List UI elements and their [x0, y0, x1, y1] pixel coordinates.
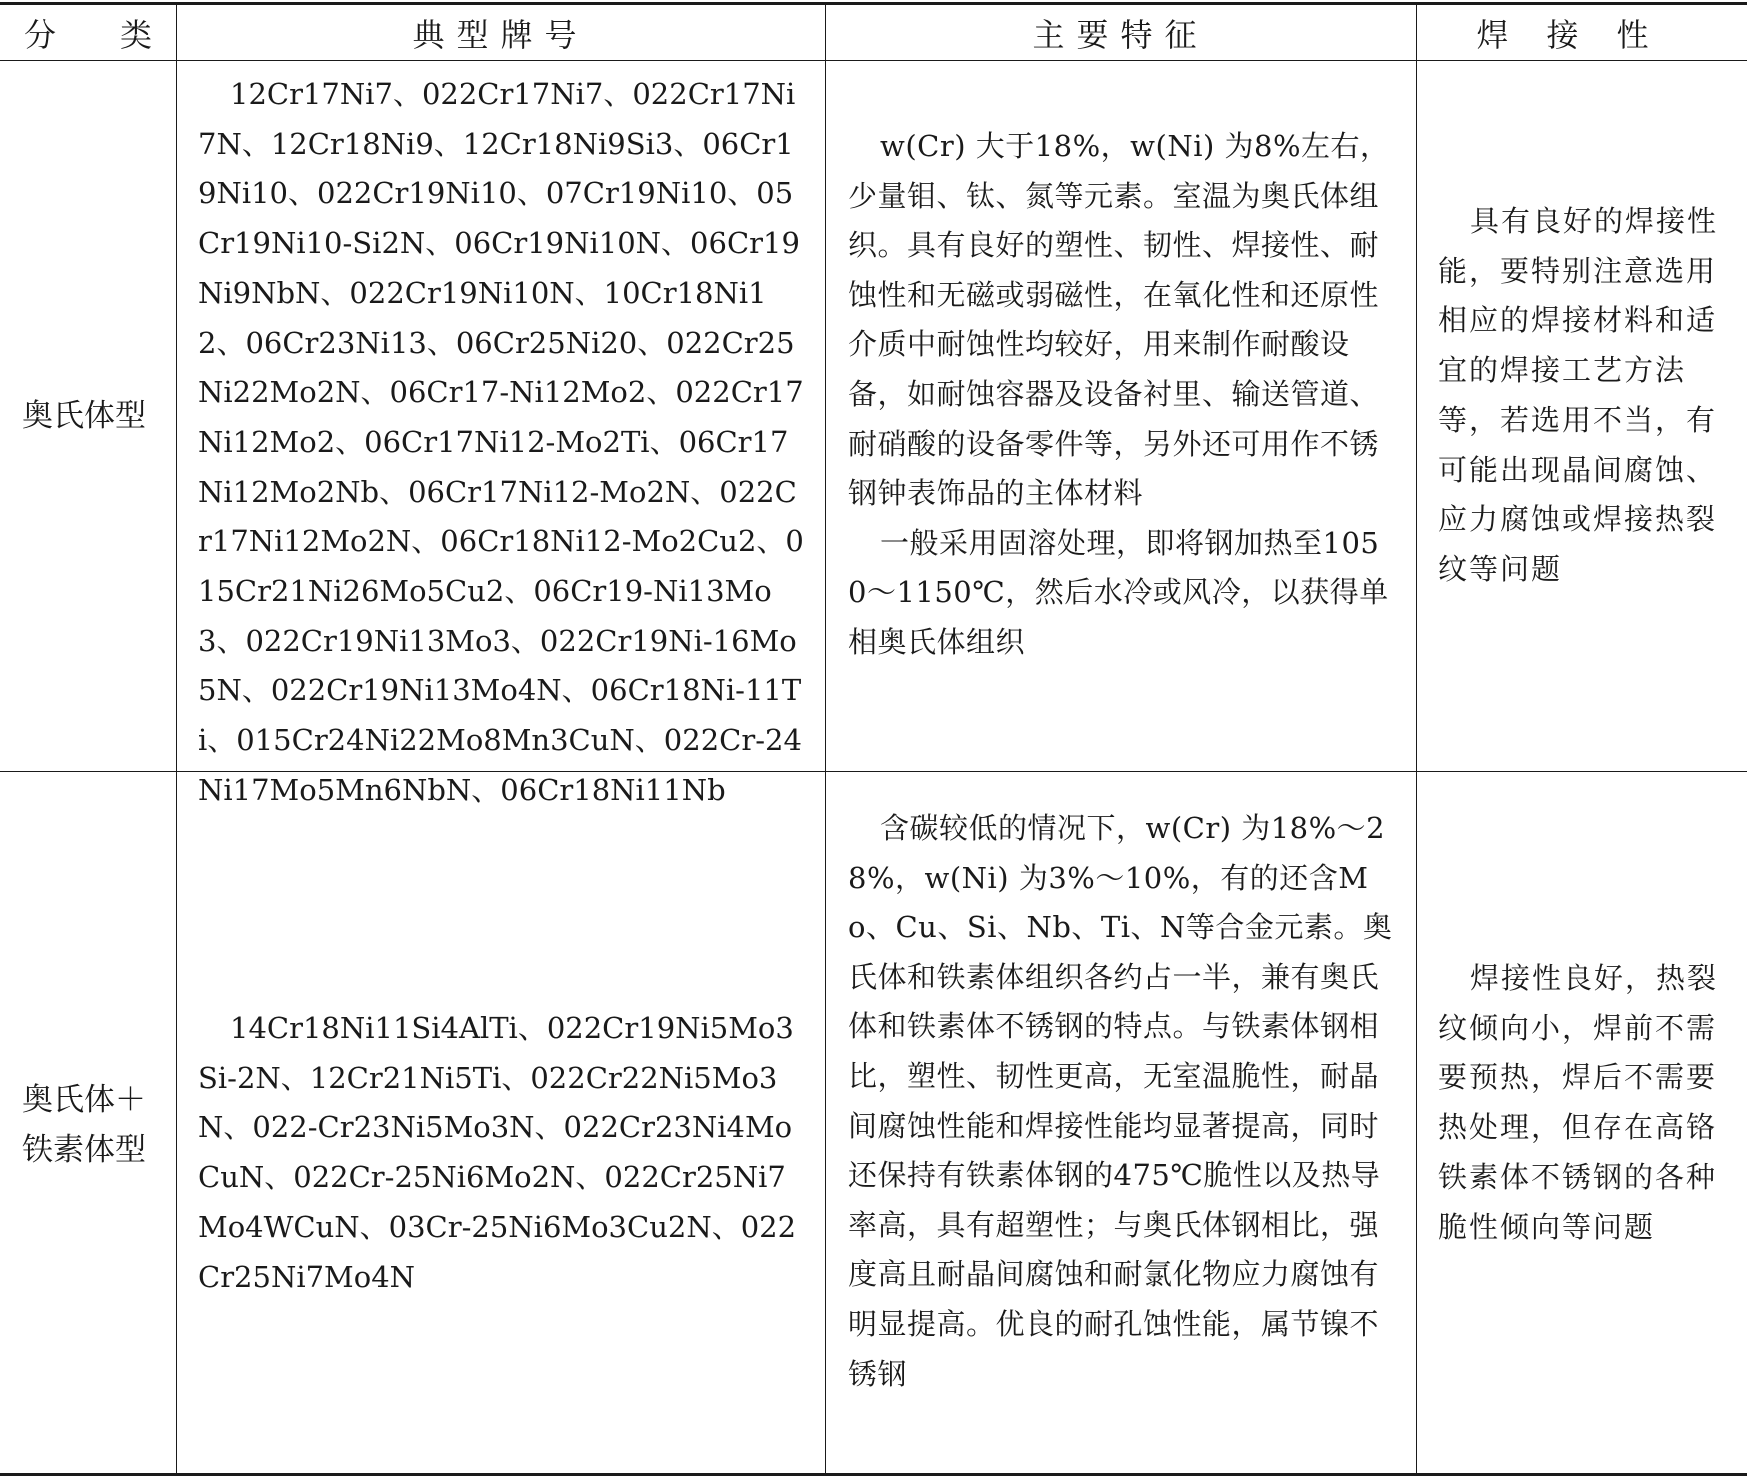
header-grades: 典型牌号	[412, 15, 589, 54]
row2-weldability-text: 焊接性良好，热裂纹倾向小，焊前不需要预热，焊后不需要热处理，但存在高铬铁素体不锈钢的各种脆性倾向等问题	[1438, 961, 1719, 1244]
header-category	[0, 5, 176, 60]
row2-grades-text: 14Cr18Ni11Si4AlTi、022Cr19Ni5Mo3Si-2N、12Cr21Ni5Ti、022Cr22Ni5Mo3N、022-Cr23Ni5Mo3N、022Cr23Ni4MoCuN、022Cr-25Ni6Mo2N、022Cr25Ni7Mo4WCuN、03Cr-25Ni6Mo3Cu2N、022Cr25Ni7Mo4N	[198, 1011, 797, 1294]
row2-category-line1: 奥氏体＋	[22, 1082, 146, 1118]
row2-category	[0, 771, 176, 1479]
row2-grades	[198, 1004, 808, 1302]
row2-features-p1: 含碳较低的情况下，w(Cr) 为18%～28%，w(Ni) 为3%～10%，有的还含Mo、Cu、Si、Nb、Ti、N等合金元素。奥氏体和铁素体组织各约占一半，兼有奥氏体和铁素体不锈钢的特点。与铁素体钢相比，塑性、韧性更高，无室温脆性，耐晶间腐蚀性能和焊接性能均显著提高，同时还保持有铁素体钢的475℃脆性以及热导率高，具有超塑性；与奥氏体钢相比，强度高且耐晶间腐蚀和耐氯化物应力腐蚀有明显提高。优良的耐孔蚀性能，属节镍不锈钢	[848, 811, 1393, 1391]
header-weldability: 焊接性	[1476, 15, 1687, 54]
header-category-char-2: 类	[119, 15, 152, 54]
row1-features	[848, 122, 1396, 668]
row1-category	[0, 60, 176, 771]
header-features: 主要特征	[1032, 15, 1209, 54]
header-category-char-1: 分	[24, 15, 57, 54]
row1-features-p2: 一般采用固溶处理，即将钢加热至1050～1150℃，然后水冷或风冷，以获得单相奥氏体组织	[848, 525, 1389, 659]
column-divider	[825, 5, 826, 1473]
row2-features	[848, 804, 1396, 1399]
row1-category-label: 奥氏体型	[22, 397, 146, 434]
row1-features-p1: w(Cr) 大于18%，w(Ni) 为8%左右，少量钼、钛、氮等元素。室温为奥氏体组织。具有良好的塑性、韧性、焊接性、耐蚀性和无磁或弱磁性，在氧化性和还原性介质中耐蚀性均较好，用来制作耐酸设备，如耐蚀容器及设备衬里、输送管道、耐硝酸的设备零件等，另外还可用作不锈钢钟表饰品的主体材料	[848, 129, 1390, 511]
column-divider	[176, 5, 177, 1473]
row2-weldability	[1438, 954, 1732, 1252]
row1-grades-text: 12Cr17Ni7、022Cr17Ni7、022Cr17Ni7N、12Cr18Ni9、12Cr18Ni9Si3、06Cr19Ni10、022Cr19Ni10、07Cr19Ni10、05Cr19Ni10-Si2N、06Cr19Ni10N、06Cr19Ni9NbN、022Cr19Ni10N、10Cr18Ni12、06Cr23Ni13、06Cr25Ni20、022Cr25Ni22Mo2N、06Cr17-Ni12Mo2、022Cr17Ni12Mo2、06Cr17Ni12-Mo2Ti、06Cr17Ni12Mo2Nb、06Cr17Ni12-Mo2N、022Cr17Ni12Mo2N、06Cr18Ni12-Mo2Cu2、015Cr21Ni26Mo5Cu2、06Cr19-Ni13Mo3、022Cr19Ni13Mo3、022Cr19Ni-16Mo5N、022Cr19Ni13Mo4N、06Cr18Ni-11Ti、015Cr24Ni22Mo8Mn3CuN、022Cr-24Ni17Mo5Mn6NbN、06Cr18Ni11Nb	[198, 77, 804, 807]
stainless-steel-table	[0, 2, 1747, 1476]
row1-weldability-text: 具有良好的焊接性能，要特别注意选用相应的焊接材料和适宜的焊接工艺方法等，若选用不当，有可能出现晶间腐蚀、应力腐蚀或焊接热裂纹等问题	[1438, 204, 1719, 586]
column-divider	[1416, 5, 1417, 1473]
row1-grades	[198, 70, 808, 816]
row2-category-line2: 铁素体型	[22, 1132, 146, 1168]
row1-weldability	[1438, 197, 1732, 595]
header-divider	[0, 60, 1747, 61]
